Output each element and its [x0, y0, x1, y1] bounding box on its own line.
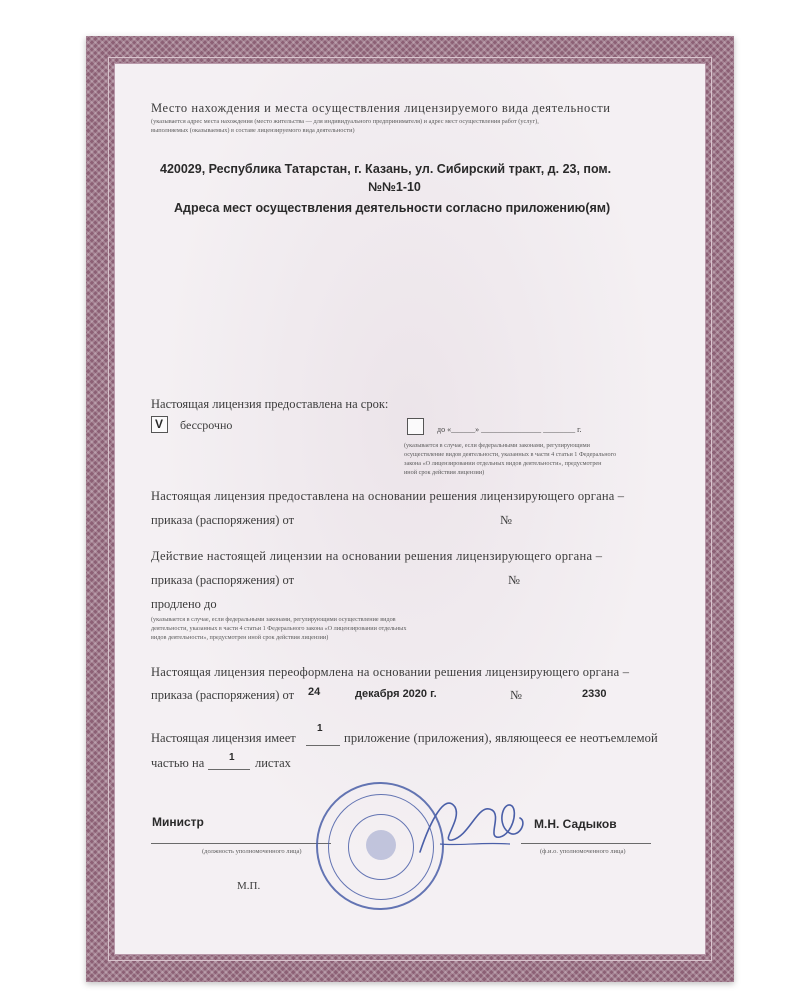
until-date-line: до «______» _______________ ________ г.	[437, 425, 582, 434]
term-label: Настоящая лицензия предоставлена на срок:	[151, 397, 389, 411]
extension-note-1: (указывается в случае, если федеральными законами, регулирующими осуществление видов	[151, 616, 396, 623]
attachments-count-underline	[306, 745, 340, 746]
name-underline	[521, 843, 651, 844]
signatory-name: М.Н. Садыков	[534, 817, 617, 831]
reissue-month-year: декабря 2020 г.	[355, 688, 437, 700]
reissue-line-1: Настоящая лицензия переоформлена на основании решения лицензирующего органа –	[151, 665, 630, 679]
address-note-2: выполняемых (оказываемых) в составе лицензируемого вида деятельности)	[151, 127, 355, 134]
signatory-position: Министр	[152, 815, 204, 829]
name-note: (ф.и.о. уполномоченного лица)	[540, 848, 626, 855]
address-heading: Место нахождения и места осуществления лицензируемого вида деятельности	[151, 101, 611, 115]
term-note-2: осуществление видов деятельности, указанных в части 4 статьи 1 Федерального	[404, 451, 617, 458]
until-date-checkbox[interactable]	[407, 418, 424, 435]
extension-line-1: Действие настоящей лицензии на основании решения лицензирующего органа –	[151, 549, 603, 563]
attachments-parts-suffix: листах	[255, 756, 291, 770]
term-note-4: иной срок действия лицензии)	[404, 469, 485, 476]
position-note: (должность уполномоченного лица)	[202, 848, 302, 855]
indefinite-label: бессрочно	[180, 418, 233, 432]
basis-line-1: Настоящая лицензия предоставлена на основании решения лицензирующего органа –	[151, 489, 625, 503]
attachments-parts-prefix: частью на	[151, 756, 205, 770]
address-line-1: 420029, Республика Татарстан, г. Казань, ул. Сибирский тракт, д. 23, пом.	[160, 162, 612, 176]
reissue-number-sign: №	[510, 688, 522, 702]
extension-note-3: видов деятельности», предусмотрен иной срок действия лицензии)	[151, 634, 329, 641]
extension-note-2: деятельности, указанных в части 4 статьи 1 Федерального закона «О лицензировании отдельных	[151, 625, 407, 632]
extension-number-sign: №	[508, 573, 520, 587]
stamp-place-label: М.П.	[237, 880, 261, 892]
address-line-2: №№1-10	[368, 180, 421, 194]
term-note-1: (указывается в случае, если федеральными законами, регулирующими	[404, 442, 590, 449]
extended-until-label: продлено до	[151, 597, 217, 611]
extension-line-2: приказа (распоряжения) от	[151, 573, 295, 587]
attachments-sheets: 1	[229, 752, 235, 763]
reissue-day: 24	[308, 686, 321, 698]
handwritten-signature	[400, 782, 540, 872]
reissue-number: 2330	[582, 688, 607, 700]
address-note-1: (указывается адрес места нахождения (место жительства — для индивидуального предпринимателя) и адрес мест осуществления работ (услуг),	[151, 118, 539, 125]
checkbox-mark: V	[155, 417, 164, 431]
position-underline	[151, 843, 331, 844]
attachments-prefix: Настоящая лицензия имеет	[151, 731, 296, 745]
basis-line-2: приказа (распоряжения) от	[151, 513, 295, 527]
indefinite-checkbox[interactable]	[151, 416, 168, 433]
attachments-suffix: приложение (приложения), являющееся ее неотъемлемой	[344, 731, 658, 745]
address-line-3: Адреса мест осуществления деятельности согласно приложению(ям)	[174, 201, 611, 215]
term-note-3: закона «О лицензировании отдельных видов деятельности», предусмотрен	[404, 460, 602, 467]
reissue-line-2: приказа (распоряжения) от	[151, 688, 295, 702]
basis-number-sign: №	[500, 513, 512, 527]
attachments-count: 1	[317, 723, 323, 734]
attachments-sheets-underline	[208, 769, 250, 770]
